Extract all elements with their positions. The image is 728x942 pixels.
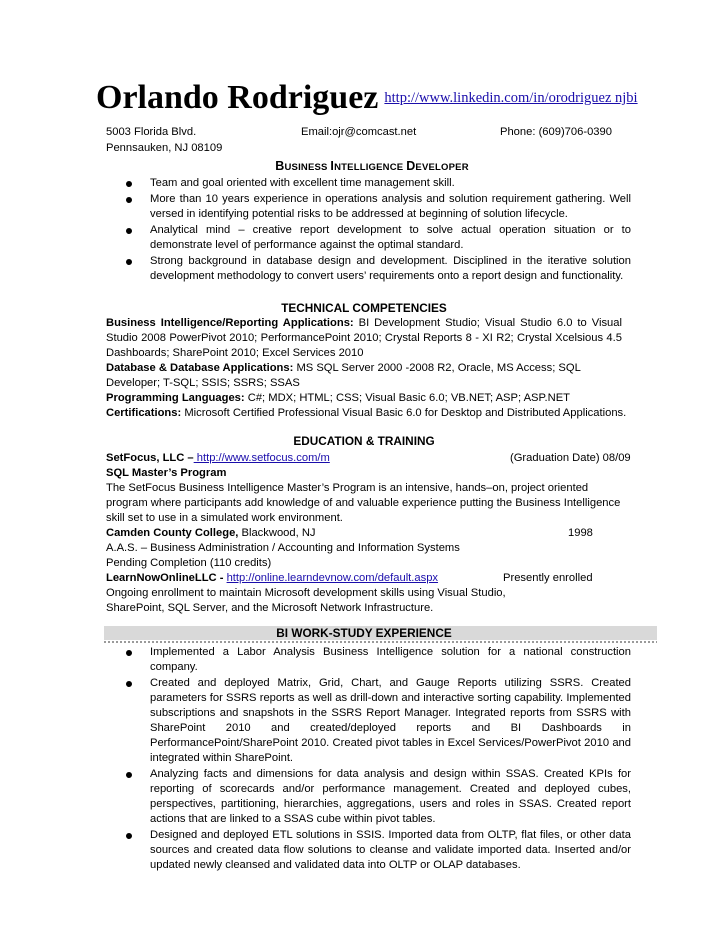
summary-text: Strong background in database design and development. Disciplined in the iterative solution development methodology to convert users’ requirements onto a report design and functionality. (150, 255, 631, 282)
cert-text: Microsoft Certified Professional Visual Basic 6.0 for Desktop and Distributed Applications. (181, 407, 627, 419)
experience-item (106, 828, 631, 873)
bullet-icon (126, 228, 132, 234)
name-text: Orlando Rodriguez (96, 79, 379, 116)
prog-label: Programming Languages: (106, 392, 245, 404)
learnnow-line (106, 571, 438, 586)
experience-text: Created and deployed Matrix, Grid, Chart, and Gauge Reports utilizing SSRS. Created parameters for SSRS reports as well as drill-down and interactive sorting capability. Implemented subscriptions and snapshots in the SSRS Report Manager. Integrated reports from SSRS with SharePoint 2010 and created/deployed reports and BI Dashboards in PerformancePoint/SharePoint 2010. Created pivot tables in Excel Services/PowerPivot 2010 and integrated within SharePoint. (150, 677, 631, 764)
education-heading: EDUCATION & TRAINING (293, 434, 435, 448)
prog-langs (106, 391, 622, 406)
title-part: EVELOPER (415, 162, 469, 173)
sql-program: SQL Master’s Program (106, 467, 227, 479)
bullet-icon (126, 681, 132, 687)
setfocus-date: (Graduation Date) 08/09 (510, 452, 631, 464)
db-text: MS SQL Server 2000 -2008 R2, Oracle, MS Access; SQL Developer; T-SQL; SSIS; SSRS; SSAS (106, 362, 581, 389)
bullet-icon (126, 772, 132, 778)
bullet-icon (126, 650, 132, 656)
camden-name: Camden County College, (106, 527, 239, 539)
bi-label: Business Intelligence/Reporting Applications: (106, 317, 354, 329)
setfocus-description: The SetFocus Business Intelligence Master’s Program is an intensive, hands–on, project oriented program where participants add knowledge of and valuable experience putting the Business Intelligence skill set to use in a simulated work environment. (106, 482, 621, 524)
bullet-icon (126, 833, 132, 839)
bullet-icon (126, 181, 132, 187)
learnnow-description: Ongoing enrollment to maintain Microsoft development skills using Visual Studio, SharePoint, SQL Server, and the Microsoft Network Infrastructure. (106, 587, 506, 614)
title-part: D (406, 159, 416, 173)
experience-list (106, 645, 631, 874)
experience-item (106, 645, 631, 675)
camden-location: Blackwood, NJ (238, 527, 316, 539)
camden-line (106, 526, 316, 541)
address-line-2: Pennsauken, NJ 08109 (106, 142, 223, 154)
experience-heading: BI WORK-STUDY EXPERIENCE (276, 626, 452, 640)
learnnow-link[interactable]: http://online.learndevnow.com/default.aspx (226, 572, 439, 584)
address-line-1: 5003 Florida Blvd. (106, 126, 197, 138)
summary-item (106, 223, 631, 253)
summary-item (106, 254, 631, 284)
section-divider (104, 641, 657, 643)
experience-item (106, 676, 631, 766)
bi-text: BI Development Studio; Visual Studio 6.0 to Visual Studio 2008 PowerPivot 2010; PerformancePoint 2010; Crystal Reports 8 - XI R2; Crystal Xcelsious 4.5 Dashboards; SharePoint 2010; Excel Services 2010 (106, 317, 622, 359)
summary-item (106, 176, 631, 191)
technical-heading: TECHNICAL COMPETENCIES (281, 301, 447, 315)
setfocus-link[interactable]: http://www.setfocus.com/m (193, 452, 330, 464)
experience-item (106, 767, 631, 827)
certifications (106, 406, 646, 421)
cert-label: Certifications: (106, 407, 182, 419)
bi-apps (106, 316, 622, 361)
title-part: USINESS (284, 162, 331, 173)
linkedin-link[interactable]: http://www.linkedin.com/in/orodriguez njbi (384, 90, 638, 106)
experience-text: Analyzing facts and dimensions for data analysis and design within SSAS. Created KPIs for reporting of scorecards and/or performance management. Created and deployed cubes, perspectives, partitioning, hierarchies, aggregations, users and roles in SSAS. Created report actions that are linked to a SSAS cube within pivot tables. (150, 768, 631, 825)
camden-year: 1998 (568, 527, 593, 539)
learnnow-status: Presently enrolled (503, 572, 593, 584)
camden-degree: A.A.S. – Business Administration / Accounting and Information Systems (106, 542, 460, 554)
experience-text: Implemented a Labor Analysis Business Intelligence solution for a national construction company. (150, 646, 631, 673)
email-text: Email:ojr@comcast.net (301, 126, 417, 138)
summary-item (106, 192, 631, 222)
bullet-icon (126, 259, 132, 265)
learnnow-name: LearnNowOnlineLLC - (106, 572, 224, 584)
db-apps (106, 361, 622, 391)
prog-text: C#; MDX; HTML; CSS; Visual Basic 6.0; VB.NET; ASP; ASP.NET (244, 392, 571, 404)
setfocus-line (106, 451, 330, 466)
camden-pending: Pending Completion (110 credits) (106, 557, 272, 569)
title-part: I (330, 159, 335, 173)
candidate-name (96, 78, 638, 118)
db-label: Database & Database Applications: (106, 362, 294, 374)
title-part: B (275, 159, 285, 173)
bullet-icon (126, 197, 132, 203)
phone-text: Phone: (609)706-0390 (500, 126, 612, 138)
setfocus-name: SetFocus, LLC – (106, 452, 194, 464)
summary-text: More than 10 years experience in operations analysis and solution requirement gathering. Well versed in identifying potential risks to be addressed at beginning of solution lifecycle. (150, 193, 631, 220)
summary-text: Analytical mind – creative report development to solve actual operation situation or to demonstrate level of performance against the optimal standard. (150, 224, 631, 251)
title-part: NTELLIGENCE (334, 162, 407, 173)
job-title (0, 159, 728, 173)
summary-list (106, 176, 631, 285)
experience-text: Designed and deployed ETL solutions in SSIS. Imported data from OLTP, flat files, or other data sources and created data flow solutions to cleanse and validate imported data. Inserted and/or updated newly cleansed and validated data into OLTP or OLAP databases. (150, 829, 631, 871)
summary-text: Team and goal oriented with excellent time management skill. (150, 177, 455, 189)
